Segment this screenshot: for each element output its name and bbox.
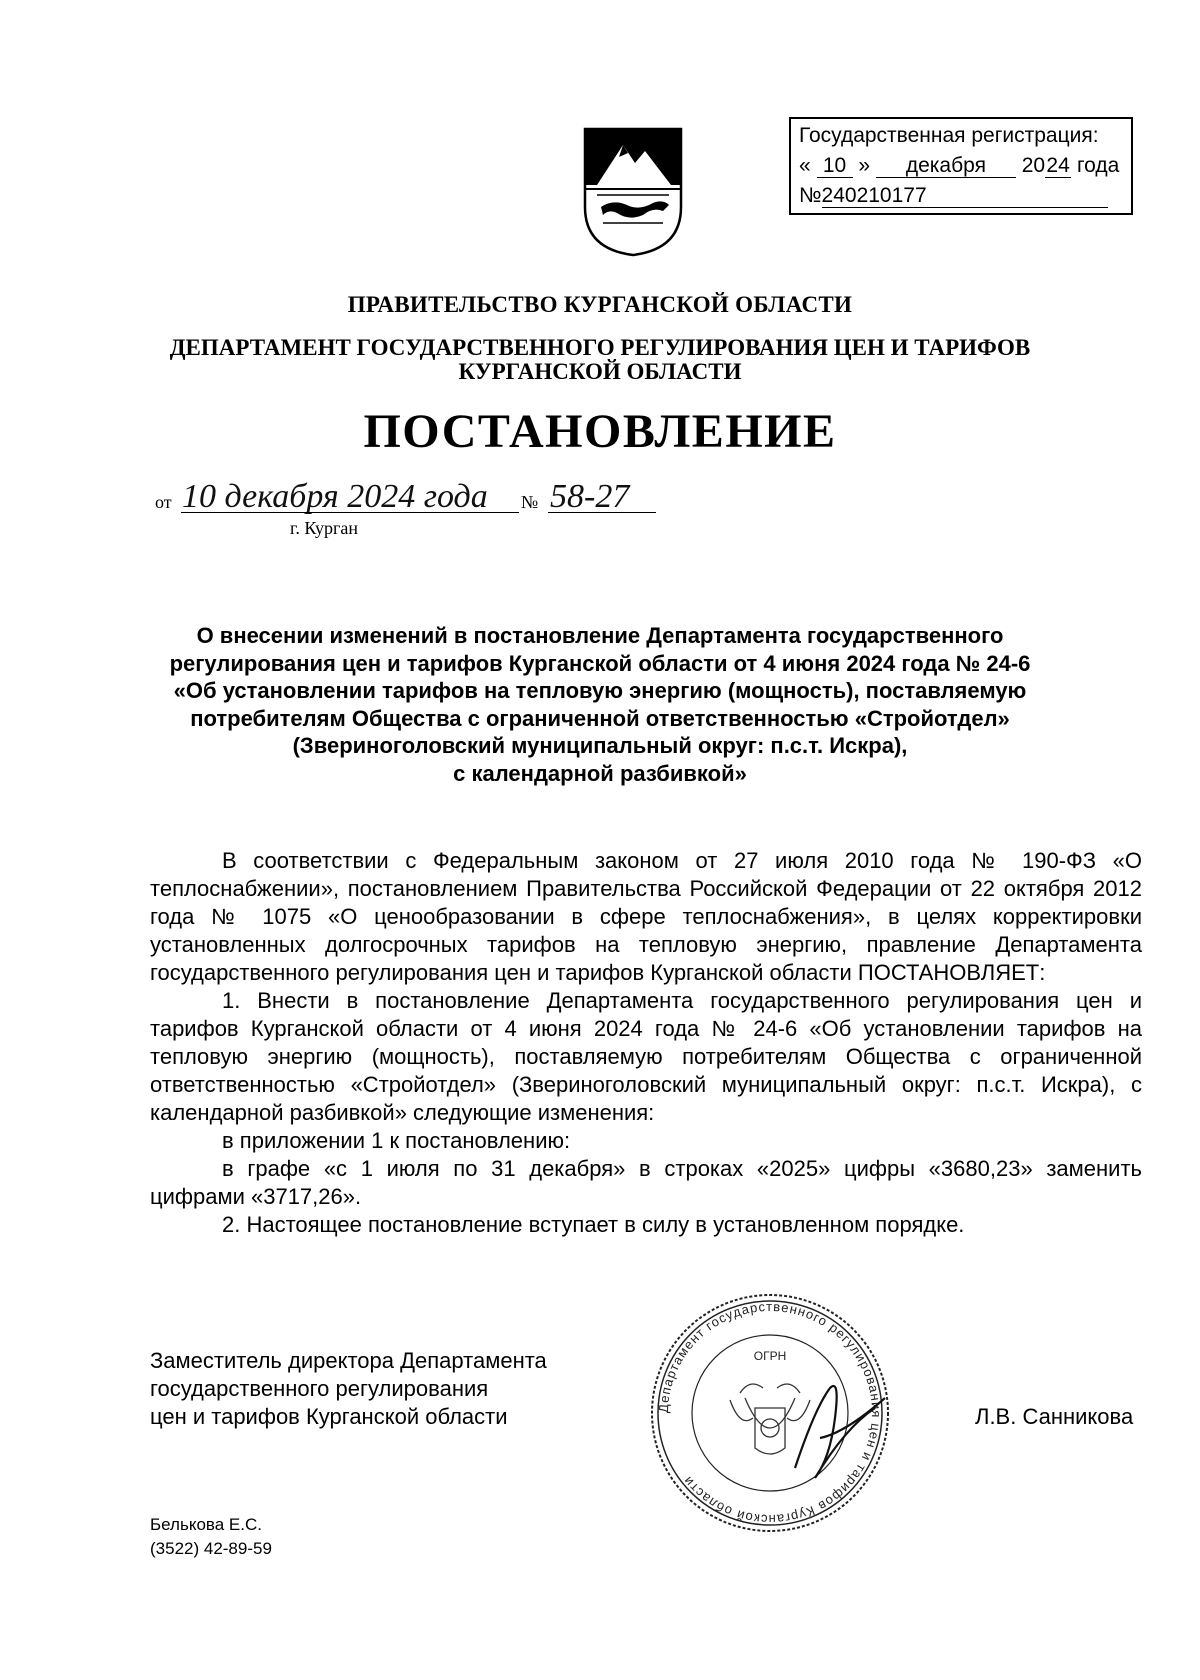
city-label: г. Курган (290, 518, 359, 538)
handwritten-date: 10 декабря 2024 года (182, 478, 488, 515)
registration-quote-close: » (858, 154, 871, 177)
executor-info (150, 1513, 272, 1561)
handwritten-number: 58-27 (550, 478, 630, 515)
subject-line: О внесении изменений в постановление Департамента государственного (196, 623, 1004, 648)
department-title-line2: КУРГАНСКОЙ ОБЛАСТИ (458, 359, 742, 384)
stamp-text: Департамент государственного регулирования цен и тарифов Курганской области (655, 1298, 885, 1528)
number-label: № (521, 492, 539, 512)
stamp-ogrn: ОГРН (753, 1349, 787, 1363)
date-from-label: от (155, 492, 172, 512)
subject-line: (Звериноголовский муниципальный округ: п.с.т. Искра), (292, 733, 908, 758)
item-1-subparagraph: в графе «с 1 июля по 31 декабря» в строках «2025» цифры «3680,23» заменить цифрами «3717,26». (150, 1156, 1142, 1209)
date-number-line (155, 478, 675, 548)
date-underline (181, 512, 519, 513)
registration-number-line (799, 181, 1131, 211)
official-stamp (645, 1288, 895, 1538)
registration-quote-open: « (799, 154, 811, 177)
item-2-paragraph: 2. Настоящее постановление вступает в силу в установленном порядке. (222, 1212, 965, 1237)
registration-year-word: года (1076, 154, 1120, 177)
document-body (150, 847, 1142, 1239)
registration-day: 10 (817, 155, 853, 178)
signatory-position (150, 1347, 547, 1431)
preamble-paragraph: В соответствии с Федеральным законом от 27 июля 2010 года № 190-ФЗ «О теплоснабжении», постановлением Правительства Российской Федерации от 22 октября 2012 года № 1075 «О ценообразовании в сфере теплоснабжения», в целях корректировки установленных долгосрочных тарифов на тепловую энергию, правление Департамента государственного регулирования цен и тарифов Курганской области ПОСТАНОВЛЯЕТ: (150, 848, 1142, 985)
item-1-paragraph: 1. Внести в постановление Департамента государственного регулирования цен и тарифов Курганской области от 4 июня 2024 года № 24-6 «Об установлении тарифов на тепловую энергию (мощность), поставляемую потребителям Общества с ограниченной ответственностью «Стройотдел» (Звериноголовский муниципальный округ: п.с.т. Искра), с календарной разбивкой» следующие изменения: (150, 988, 1142, 1125)
registration-box (789, 117, 1133, 215)
document-subject (150, 622, 1050, 787)
signatory-position-line: цен и тарифов Курганской области (150, 1404, 508, 1429)
signatory-position-line: Заместитель директора Департамента (150, 1348, 547, 1373)
subject-line: «Об установлении тарифов на тепловую энергию (мощность), поставляемую (173, 678, 1027, 703)
executor-phone: (3522) 42-89-59 (150, 1539, 272, 1558)
registration-date (799, 151, 1131, 181)
subject-line: потребителям Общества с ограниченной ответственностью «Стройотдел» (190, 705, 1010, 731)
svg-text:Департамент государственного р (656, 1299, 884, 1527)
signatory-name: Л.В. Санникова (975, 1404, 1134, 1429)
coat-of-arms-icon (583, 127, 683, 257)
registration-year-prefix: 20 (1021, 154, 1046, 177)
registration-title: Государственная регистрация: (799, 124, 1099, 147)
signatory-position-line: государственного регулирования (150, 1376, 489, 1401)
government-title: ПРАВИТЕЛЬСТВО КУРГАНСКОЙ ОБЛАСТИ (347, 292, 853, 317)
registration-number-label: № (799, 184, 822, 207)
executor-name: Белькова Е.С. (150, 1515, 262, 1534)
registration-number: 240210177 (822, 185, 1108, 208)
document-type-title: ПОСТАНОВЛЕНИЕ (363, 405, 837, 458)
department-title-line1: ДЕПАРТАМЕНТ ГОСУДАРСТВЕННОГО РЕГУЛИРОВАНИЯ ЦЕН И ТАРИФОВ (169, 335, 1031, 360)
registration-month: декабря (876, 155, 1016, 178)
subject-line: регулирования цен и тарифов Курганской области от 4 июня 2024 года № 24-6 (169, 650, 1031, 676)
registration-year-suffix: 24 (1046, 154, 1070, 177)
number-underline (548, 512, 656, 513)
subject-line: с календарной разбивкой» (453, 760, 747, 786)
item-1-subparagraph: в приложении 1 к постановлению: (222, 1128, 571, 1153)
